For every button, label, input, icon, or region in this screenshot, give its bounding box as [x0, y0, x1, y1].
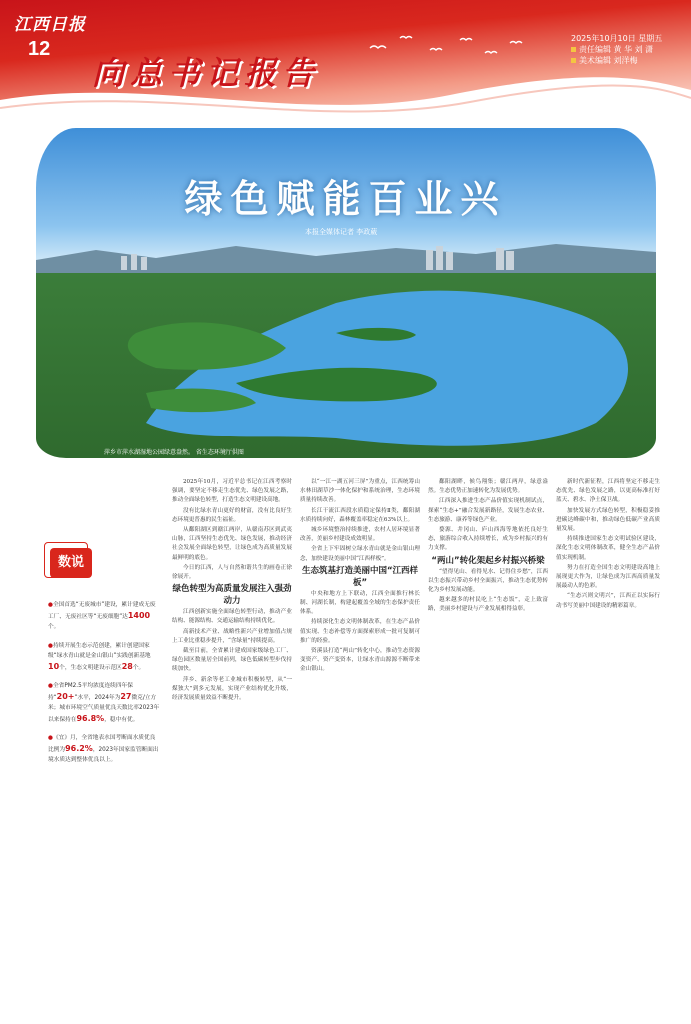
page-number: 12: [28, 38, 51, 60]
article-byline: 本报全媒体记者 李政葳: [305, 228, 378, 236]
art-editor-text: 美术编辑 刘洋梅: [579, 56, 638, 65]
dateline: [571, 33, 662, 66]
editor-text: 责任编辑 黄 华 刘 潇: [579, 45, 654, 54]
sidebar-items: [48, 600, 160, 774]
bullet-icon: ●: [48, 683, 53, 689]
photo-caption: 萍乡市萍水湖湿地公园绿意盎然。 省生态环境厅供图: [104, 449, 244, 456]
masthead-logo: 江西日报: [14, 15, 86, 35]
art-editor-row: [571, 55, 662, 66]
editor-row: [571, 44, 662, 55]
subheading: 生态筑基打造美丽中国“江西样板”: [301, 565, 419, 588]
article-column-4: 新时代新征程，江西将坚定不移走生态优先、绿色发展之路，以更高标准打好蓝天、碧水、净土保卫战。 加快发展方式绿色转型，积极稳妥推进碳达峰碳中和，推动绿色低碳产业高质量发展。 持续推进国家生态文明试验区建设，深化生态文明体制改革，健全生态产品价值实现机制。 努力在打造全国生态文明建设高地上展现更大作为，让绿色成为江西高质量发展最动人的色彩。 “生态兴则文明兴”，江西正以实际行动书写美丽中国建设的精彩篇章。: [556, 479, 660, 609]
square-icon: [571, 47, 576, 52]
column-title: 向总书记报告: [92, 54, 321, 92]
bullet-icon: ●: [48, 602, 53, 608]
bullet-icon: ●: [48, 642, 53, 649]
birds-decoration: [360, 28, 540, 68]
article-column-1: 2025年10月，习近平总书记在江西考察时强调，要坚定不移走生态优先、绿色发展之路，推动全面绿色转型，打造生态文明建设高地。 没有比绿水青山更好的财富，没有比良好生态环境更普惠的民生福祉。 从鄱阳湖区到赣江两岸，从赣南苏区到武夷山脉，江西坚持生态优先、绿色发展，推动经济社会发展全面绿色转型，让绿色成为高质量发展最鲜明的底色。 今日的江西，人与自然和谐共生的画卷正徐徐展开。 绿色转型为高质量发展注入强劲动力 江西创新实施全面绿色转型行动，推动产业结构、能源结构、交通运输结构持续优化。 高新技术产业、战略性新兴产业增加值占规上工业比重稳步提升，“含绿量”持续提高。 截至目前，全省累计建成国家级绿色工厂、绿色园区数量居全国前列，绿色低碳转型步伐持续加快。 萍乡、新余等老工业城市积极转型，从“一煤独大”到多元发展，实现产业结构优化升级，经济发展质量效益不断提升。: [172, 479, 292, 702]
photo-lake: [36, 273, 656, 458]
subheading: “两山”转化架起乡村振兴桥梁: [431, 555, 545, 566]
sidebar-item: ●全国首选“无废城市”建设，累计建成无废工厂、无废社区等“无废细胞”达1400个。: [48, 602, 156, 630]
sidebar-item: ●持续开展生态示范创建，累计创建国家级“绿水青山就是金山银山”实践创新基地10个，生态文明建设示范区28个。: [48, 642, 151, 671]
square-icon: [571, 58, 576, 63]
data-badge: 数说: [50, 548, 92, 578]
sidebar-item: ●《宜》月，全省地表水国考断面水质优良比例为96.2%，2023年国家监管断面出境水质达到整体优良以上。: [48, 735, 159, 763]
article-column-2: 以“一江一湖五河三屏”为重点，江西统筹山水林田湖草沙一体化保护和系统治理，生态环境质量持续改善。 长江干流江西段水质稳定保持Ⅱ类，鄱阳湖水质持续向好，森林覆盖率稳定在63%以上。 城乡环境整治持续推进，农村人居环境显著改善，美丽乡村建设成效明显。 全省上下牢固树立绿水青山就是金山银山理念，加快建设美丽中国“江西样板”。 生态筑基打造美丽中国“江西样板” 中央和地方上下联动，江西全面推行林长制、河湖长制，构建起覆盖全域的生态保护责任体系。 持续深化生态文明体制改革，在生态产品价值实现、生态补偿等方面探索形成一批可复制可推广的经验。 资溪县打造“两山”转化中心，推动生态资源变资产、资产变资本，让绿水青山源源不断带来金山银山。: [300, 479, 420, 673]
subheading: 绿色转型为高质量发展注入强劲动力: [172, 584, 292, 607]
bullet-icon: ●: [48, 735, 53, 741]
data-sidebar: [44, 540, 160, 846]
article-column-3: 鄱阳湖畔，候鸟翔集；赣江两岸，绿意盎然。生态优势正加速转化为发展优势。 江西深入推进生态产品价值实现机制试点，探索“生态+”融合发展新路径，发展生态农业、生态旅游、康养等绿色产业。 婺源、井冈山、庐山西海等地依托良好生态，旅游综合收入持续增长，成为乡村振兴的有力支撑。 “两山”转化架起乡村振兴桥梁 “望得见山、看得见水、记得住乡愁”，江西以生态振兴带动乡村全面振兴，推动生态优势转化为乡村发展动能。 越来越多的村民吃上“生态饭”，走上致富路，美丽乡村建设与产业发展相得益彰。: [428, 479, 548, 613]
sidebar-item: ●全省PM2.5平均浓度连续四年保持“20+”水平，2024年为27微克/立方米；城市环境空气质量优良天数比率2023年以来保持在96.8%，稳中有优。: [48, 683, 160, 723]
article-headline: 绿色赋能百业兴: [184, 177, 507, 221]
photo-mountains: [36, 238, 656, 278]
date-text: 2025年10月10日 星期五: [571, 34, 663, 43]
